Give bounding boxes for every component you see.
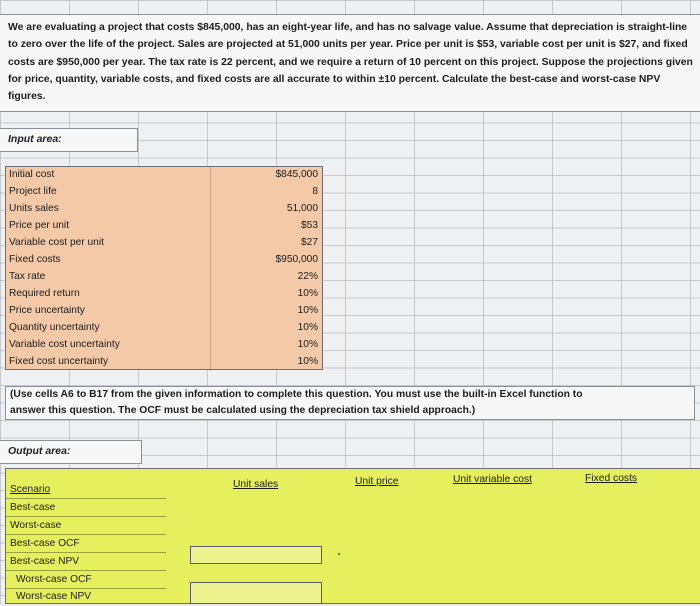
output-row-label: Scenario [10, 484, 51, 495]
input-label: Fixed cost uncertainty [9, 356, 109, 367]
input-row-initial-cost[interactable] [6, 167, 322, 184]
output-row-label: Worst-case [10, 520, 62, 531]
input-label: Price per unit [9, 220, 70, 231]
input-label: Tax rate [9, 271, 46, 282]
problem-statement: We are evaluating a project that costs $845,000, has an eight-year life, and has no salvage value. Assume that depreciation is straight-line to zero over the life of the project. Sales are projected at 51,000 units per year. Price per unit is $53, variable cost per unit is $27, and fixed costs are $950,000 per year. The tax rate is 22 percent, and we require a return of 10 percent on this project. Suppose the projections given for price, quantity, variable costs, and fixed costs are all accurate to within ±10 percent. Calculate the best-case and worst-case NPV figures. [0, 14, 700, 112]
input-value[interactable]: $53 [301, 220, 318, 231]
instruction-note [5, 386, 695, 420]
column-header-unit-variable-cost: Unit variable cost [453, 474, 532, 485]
input-label: Required return [9, 288, 80, 299]
input-value[interactable]: 10% [297, 288, 318, 299]
cell-divider [210, 252, 211, 269]
output-row-worst-case-ocf[interactable] [6, 571, 166, 589]
cell-divider [210, 286, 211, 303]
output-row-label: Worst-case OCF [16, 574, 92, 585]
cell-divider [210, 303, 211, 320]
input-row-quantity-uncertainty[interactable] [6, 320, 322, 337]
cell-divider [210, 184, 211, 201]
column-header-unit-sales: Unit sales [233, 479, 279, 490]
cell-divider [210, 218, 211, 235]
output-row-best-case-npv[interactable] [6, 553, 166, 571]
cell-divider [210, 354, 211, 371]
output-row-label: Worst-case NPV [16, 591, 92, 602]
cell-divider [210, 269, 211, 286]
input-row-fixed-costs[interactable] [6, 252, 322, 269]
output-row-label: Best-case OCF [10, 538, 80, 549]
output-row-best-case[interactable] [6, 499, 166, 517]
input-label: Initial cost [9, 169, 55, 180]
input-value[interactable]: 51,000 [286, 203, 318, 214]
input-value[interactable]: 10% [297, 339, 318, 350]
input-row-required-return[interactable] [6, 286, 322, 303]
input-value[interactable]: $27 [301, 237, 318, 248]
output-row-best-case-ocf[interactable] [6, 535, 166, 553]
input-label: Project life [9, 186, 57, 197]
input-row-variable-cost-uncertainty[interactable] [6, 337, 322, 354]
cell-divider [210, 235, 211, 252]
input-row-units-sales[interactable] [6, 201, 322, 218]
column-header-fixed-costs: Fixed costs [585, 473, 638, 484]
cell-divider [210, 320, 211, 337]
output-row-label: Best-case NPV [10, 556, 80, 567]
input-row-fixed-cost-uncertainty[interactable] [6, 354, 322, 371]
output-table [5, 468, 700, 604]
instruction-line-2: answer this question. The OCF must be calculated using the depreciation tax shield approach.) [10, 405, 476, 416]
input-row-variable-cost[interactable] [6, 235, 322, 252]
column-header-unit-price: Unit price [355, 476, 399, 487]
input-value[interactable]: $950,000 [275, 254, 318, 265]
instruction-line-1: (Use cells A6 to B17 from the given information to complete this question. You must use the built-in Excel function to [10, 389, 583, 400]
input-label: Variable cost per unit [9, 237, 104, 248]
output-row-label: Best-case [10, 502, 56, 513]
input-label: Units sales [9, 203, 59, 214]
output-row-worst-case-npv[interactable] [6, 588, 166, 606]
input-value[interactable]: 10% [297, 305, 318, 316]
input-value[interactable]: 22% [297, 271, 318, 282]
input-label: Quantity uncertainty [9, 322, 100, 333]
worst-case-npv-input[interactable] [190, 582, 322, 604]
input-table [5, 166, 323, 370]
cell-divider [210, 337, 211, 354]
input-area-label: Input area: [0, 128, 138, 152]
input-label: Price uncertainty [9, 305, 85, 316]
input-row-price-uncertainty[interactable] [6, 303, 322, 320]
best-case-npv-input[interactable] [190, 546, 322, 564]
output-row-scenario[interactable] [6, 481, 166, 499]
cell-divider [210, 201, 211, 218]
input-label: Variable cost uncertainty [9, 339, 120, 350]
input-label: Fixed costs [9, 254, 61, 265]
input-value[interactable]: 10% [297, 322, 318, 333]
input-row-project-life[interactable] [6, 184, 322, 201]
output-row-worst-case[interactable] [6, 517, 166, 535]
input-value[interactable]: 10% [297, 356, 318, 367]
cell-divider [210, 167, 211, 184]
input-row-price-per-unit[interactable] [6, 218, 322, 235]
input-value[interactable]: 8 [312, 186, 318, 197]
input-row-tax-rate[interactable] [6, 269, 322, 286]
cell-marker [338, 553, 340, 555]
output-area-label: Output area: [0, 440, 142, 464]
input-value[interactable]: $845,000 [275, 169, 318, 180]
